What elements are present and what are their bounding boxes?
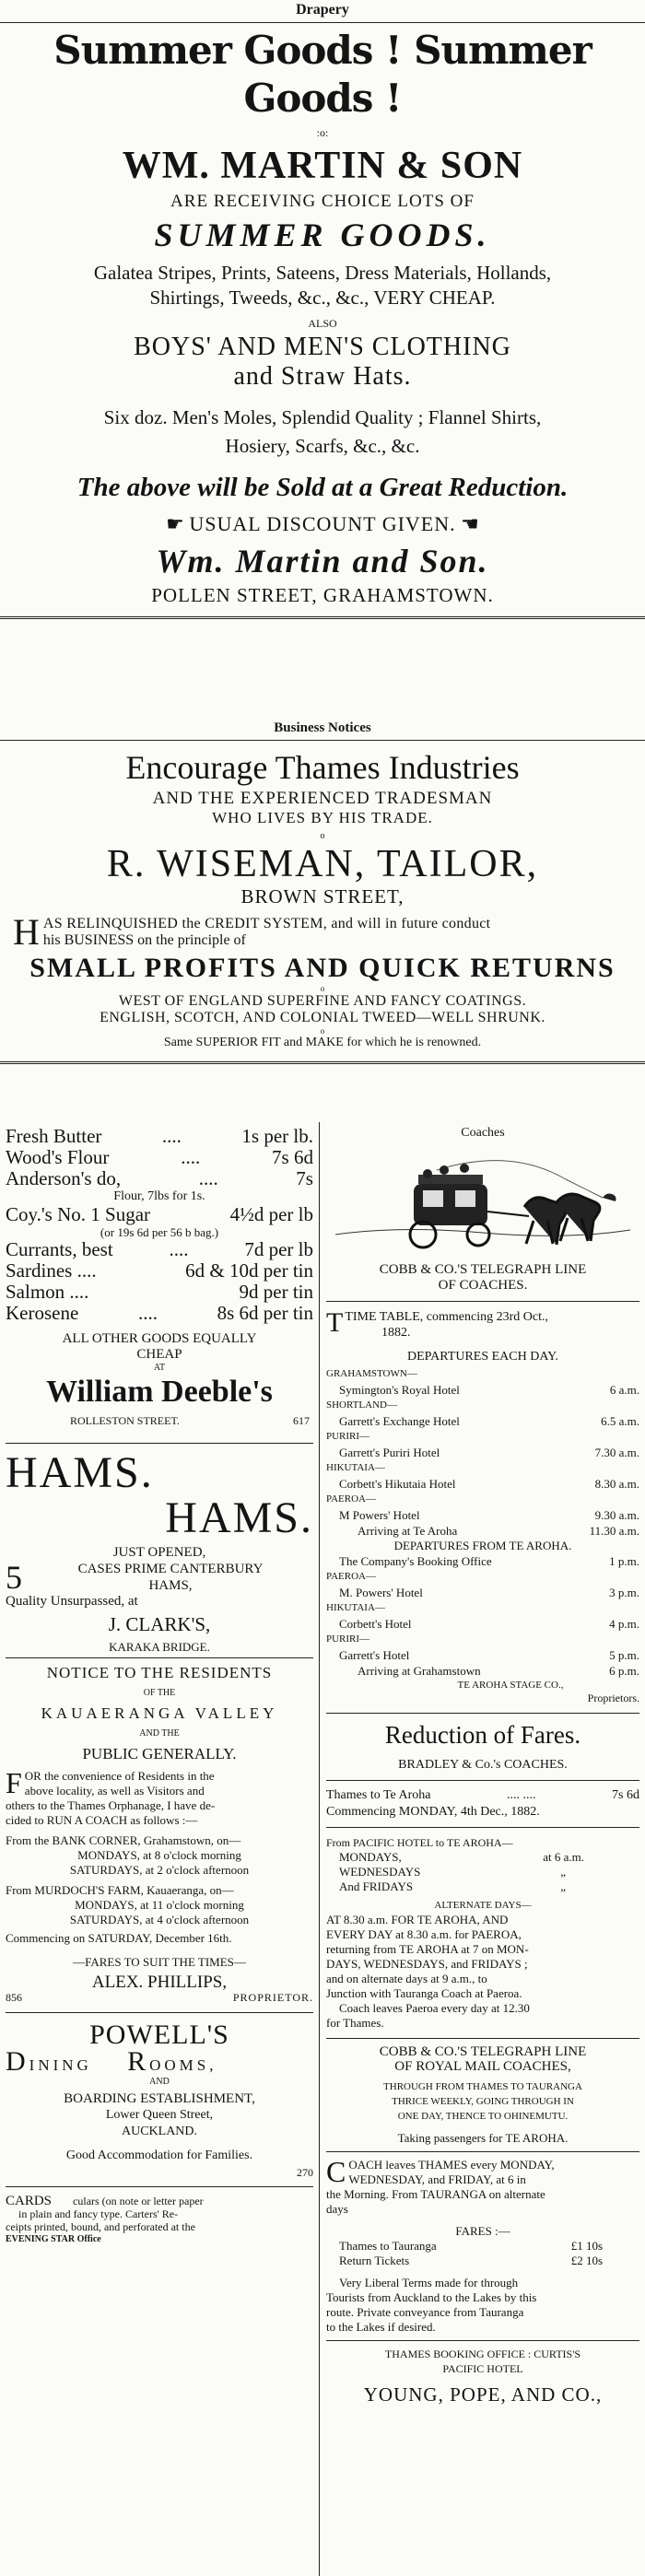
timetable-row xyxy=(326,1663,639,1679)
tailor-street: BROWN STREET, xyxy=(240,885,405,907)
credit-line-2: his BUSINESS on the principle of xyxy=(42,932,246,948)
coach-illustration xyxy=(326,1142,639,1262)
discount-line xyxy=(0,512,645,536)
fares-heading: FARES :— xyxy=(455,2224,510,2238)
great-reduction: The above will be Sold at a Great Reduction. xyxy=(76,473,569,502)
divider: o xyxy=(320,831,325,841)
receiving-text: ARE RECEIVING CHOICE LOTS OF xyxy=(170,192,475,211)
boarding-establishment: BOARDING ESTABLISHMENT, xyxy=(64,2091,255,2106)
price-row xyxy=(6,1303,313,1324)
firm-name: WM. MARTIN & SON xyxy=(122,145,523,187)
timetable-row xyxy=(326,1632,639,1647)
firm-signature: Wm. Martin and Son. xyxy=(156,543,489,580)
credit-paragraph xyxy=(13,911,632,953)
stop-name: Symington's Royal Hotel xyxy=(339,1383,460,1397)
timetable-row xyxy=(326,1523,639,1539)
stop-name: HIKUTAIA— xyxy=(326,1602,385,1613)
schedule-line: MONDAYS, at 11 o'clock morning xyxy=(75,1898,244,1912)
drop-cap: H xyxy=(13,911,40,953)
left-column xyxy=(6,1126,313,2246)
sugar-name: Coy.'s No. 1 Sugar xyxy=(6,1203,151,1225)
fare-price: 7s 6d xyxy=(612,1788,639,1802)
hams-advert xyxy=(6,1448,313,1654)
timetable-row xyxy=(326,1413,639,1429)
alt-line: Junction with Tauranga Coach at Paeroa. xyxy=(326,1986,522,2000)
timetable-row xyxy=(326,1445,639,1460)
timetable-return xyxy=(326,1553,639,1679)
stop-name: M Powers' Hotel xyxy=(339,1508,420,1522)
item-name: Anderson's do, xyxy=(6,1167,122,1189)
price-row xyxy=(6,1147,313,1168)
stop-name: Arriving at Te Aroha xyxy=(358,1524,458,1538)
departures-te-aroha: DEPARTURES FROM TE AROHA. xyxy=(393,1539,572,1552)
right-column xyxy=(326,1126,639,2406)
tailor-name: R. WISEMAN, TAILOR, xyxy=(106,843,539,885)
booking-office: THAMES BOOKING OFFICE : CURTIS'S xyxy=(384,2348,581,2360)
ditto-mark: „ xyxy=(560,1865,566,1879)
item-price: 7s 6d xyxy=(272,1146,313,1168)
cards-advert xyxy=(6,2195,313,2246)
credit-line-1: AS RELINQUISHED the CREDIT SYSTEM, and will in future conduct xyxy=(42,916,491,931)
bradley-coaches: BRADLEY & Co.'s COACHES. xyxy=(398,1758,568,1772)
terms-line: route. Private conveyance from Tauranga xyxy=(326,2305,524,2319)
coach-line: the Morning. From TAURANGA on alternate xyxy=(326,2187,545,2201)
terms-line: Very Liberal Terms made for through xyxy=(339,2276,519,2289)
deeble-name: William Deeble's xyxy=(46,1375,273,1409)
fare-price: £2 10s xyxy=(570,2254,603,2267)
coach-line: WEDNESDAY, and FRIDAY, at 6 in xyxy=(348,2172,526,2186)
item-price: 1s per lb. xyxy=(241,1125,313,1147)
stop-time: 6 a.m. xyxy=(609,1383,639,1397)
proprietors: Proprietors. xyxy=(587,1692,639,1704)
stop-name: Arriving at Grahamstown xyxy=(358,1664,481,1678)
item-name: Salmon .... xyxy=(6,1281,89,1303)
alt-line: DAYS, WEDNESDAYS, and FRIDAYS ; xyxy=(326,1957,528,1971)
timetable-row xyxy=(326,1553,639,1569)
also-text: ALSO xyxy=(308,317,337,330)
schedule-wednesdays xyxy=(326,1865,639,1879)
drop-cap: C xyxy=(326,2155,346,2188)
stop-time: 7.30 a.m. xyxy=(594,1446,639,1459)
notice-and: AND THE xyxy=(139,1728,180,1739)
section-heading-drapery: Drapery xyxy=(296,2,349,18)
public-generally: PUBLIC GENERALLY. xyxy=(82,1745,237,1762)
from-pacific-hotel: From PACIFIC HOTEL to TE AROHA— xyxy=(326,1836,513,1849)
hams-heading-1: HAMS. xyxy=(6,1448,154,1497)
karaka-bridge: KARAKA BRIDGE. xyxy=(109,1640,210,1654)
coatings-line-1: WEST OF ENGLAND SUPERFINE AND FANCY COATINGS. xyxy=(118,993,527,1009)
pacific-hotel: PACIFIC HOTEL xyxy=(442,2362,523,2375)
drop-number: 5 xyxy=(6,1559,22,1596)
item-price: 6d & 10d per tin xyxy=(185,1259,313,1282)
item-price: 7d per lb xyxy=(244,1238,313,1260)
deeble-footer xyxy=(6,1411,313,1432)
valley-name: KAUAERANGA VALLEY xyxy=(41,1704,278,1722)
pointing-hand-icon: ☚ xyxy=(461,512,479,535)
commencing-monday: Commencing MONDAY, 4th Dec., 1882. xyxy=(326,1805,540,1819)
cases-line-2: HAMS, xyxy=(148,1578,193,1593)
notice-footer xyxy=(6,1990,313,2005)
cases-block xyxy=(6,1561,313,1594)
royal-mail-advert xyxy=(326,2044,639,2406)
flour-note: Flour, 7lbs for 1s. xyxy=(113,1189,205,1203)
timetable-departures xyxy=(326,1366,639,1539)
timetable-row xyxy=(326,1476,639,1492)
fare-label: Return Tickets xyxy=(339,2254,410,2267)
stop-name: GRAHAMSTOWN— xyxy=(326,1368,417,1379)
thames-fare-row xyxy=(326,1788,639,1803)
royal-line: THROUGH FROM THAMES TO TAURANGA xyxy=(383,2081,582,2092)
cobb-title-2: OF COACHES. xyxy=(438,1278,528,1293)
stop-name: Corbett's Hikutaia Hotel xyxy=(339,1477,456,1491)
stop-time: 4 p.m. xyxy=(609,1617,639,1631)
fit-line: Same SUPERIOR FIT and MAKE for which he is renowned. xyxy=(163,1036,482,1049)
item-price: 7s xyxy=(296,1167,313,1189)
item-name: Kerosene xyxy=(6,1302,79,1324)
timetable-row xyxy=(326,1460,639,1476)
mondays-time: at 6 a.m. xyxy=(543,1850,584,1864)
dots: .... xyxy=(198,1167,218,1189)
fare-label: Thames to Tauranga xyxy=(339,2239,437,2253)
stop-name: Corbett's Hotel xyxy=(339,1617,412,1631)
price-row xyxy=(6,1168,313,1189)
commencing-line: Commencing on SATURDAY, December 16th. xyxy=(6,1931,232,1945)
te-aroha-stage-co: TE AROHA STAGE CO., xyxy=(457,1680,564,1691)
divider: o xyxy=(320,1026,325,1036)
clark-name: J. CLARK'S, xyxy=(108,1613,211,1635)
cards-word: CARDS xyxy=(6,2194,53,2208)
taking-passengers: Taking passengers for TE AROHA. xyxy=(397,2131,569,2145)
good-accommodation: Good Accommodation for Families. xyxy=(65,2149,253,2162)
stop-name: PAEROA— xyxy=(326,1571,376,1582)
divider: o xyxy=(320,984,325,993)
timetable-row xyxy=(326,1429,639,1445)
drop-cap: D xyxy=(6,2046,29,2077)
stop-time: 6 p.m. xyxy=(609,1664,639,1678)
item-name: Currants, best xyxy=(6,1238,113,1260)
stop-name: Garrett's Hotel xyxy=(339,1648,410,1662)
from-murdochs-farm: From MURDOCH'S FARM, Kauaeranga, on— xyxy=(6,1883,234,1897)
alt-line: returning from TE AROHA at 7 on MON- xyxy=(326,1942,529,1956)
price-row xyxy=(6,1126,313,1147)
item-name: Fresh Butter xyxy=(6,1125,102,1147)
dining-rooms xyxy=(6,2046,313,2077)
cards-text: culars (on note or letter paper xyxy=(73,2195,204,2207)
stop-name: PAEROA— xyxy=(326,1493,376,1505)
terms-line: to the Lakes if desired. xyxy=(326,2320,436,2334)
reduction-title: Reduction of Fares. xyxy=(384,1721,581,1749)
notice-number: 856 xyxy=(6,1991,22,2004)
schedule-line: MONDAYS, at 8 o'clock morning xyxy=(77,1848,241,1862)
at-text: AT xyxy=(153,1363,166,1373)
timetable-row xyxy=(326,1585,639,1600)
cards-line-3: ceipts printed, bound, and perforated at the xyxy=(6,2220,195,2233)
price-row xyxy=(6,1239,313,1260)
stop-name: PURIRI— xyxy=(326,1633,370,1645)
thames-to-te-aroha: Thames to Te Aroha xyxy=(326,1788,431,1802)
deeble-street: ROLLESTON STREET. xyxy=(70,1414,180,1427)
alt-line: Coach leaves Paeroa every day at 12.30 xyxy=(339,2001,530,2015)
coach-line: days xyxy=(326,2202,348,2216)
divider: :o: xyxy=(316,126,329,139)
section-heading-coaches: Coaches xyxy=(461,1126,505,1140)
notice-body-line: OR the convenience of Residents in the xyxy=(24,1769,215,1783)
drapery-advert xyxy=(0,0,645,619)
cards-line-2: in plain and fancy type. Carters' Re- xyxy=(18,2207,179,2220)
clothing-heading: BOYS' AND MEN'S CLOTHING xyxy=(134,333,511,361)
price-row xyxy=(6,1282,313,1303)
fares-line: —FARES TO SUIT THE TIMES— xyxy=(73,1955,246,1969)
cobb-title: COBB & CO.'S TELEGRAPH LINE xyxy=(379,1262,587,1277)
dots: .... xyxy=(161,1125,182,1147)
timetable-title: TIME TABLE, commencing 23rd Oct., xyxy=(345,1310,548,1324)
alternate-days: ALTERNATE DAYS— xyxy=(434,1900,532,1911)
coatings-line-2: ENGLISH, SCOTCH, AND COLONIAL TWEED—WELL SHRUNK. xyxy=(100,1010,545,1025)
item-price: 8s 6d per tin xyxy=(217,1302,313,1324)
schedule-line: SATURDAYS, at 4 o'clock afternoon xyxy=(69,1913,250,1926)
pointing-hand-icon: ☛ xyxy=(166,512,190,535)
royal-line: ONE DAY, THENCE TO OHINEMUTU. xyxy=(397,2111,569,2122)
business-notices xyxy=(0,720,645,1064)
quality-text: Quality Unsurpassed, at xyxy=(6,1594,138,1609)
dots: .... xyxy=(169,1238,189,1260)
drop-cap: R xyxy=(127,2046,150,2077)
sugar-price: 4½d per lb xyxy=(229,1203,313,1225)
cards-line-4: EVENING STAR Office xyxy=(6,2234,101,2244)
sugar-note: (or 19s 6d per 56 b bag.) xyxy=(100,1225,219,1239)
item-name: Sardines .... xyxy=(6,1259,97,1282)
timetable-row xyxy=(326,1398,639,1413)
notice-body xyxy=(6,1766,313,1828)
tradesman-line-2: WHO LIVES BY HIS TRADE. xyxy=(212,809,433,826)
drop-cap: T xyxy=(326,1307,344,1338)
section-heading-business: Business Notices xyxy=(274,720,371,735)
stop-name: M. Powers' Hotel xyxy=(339,1586,423,1599)
powell-street: Lower Queen Street, xyxy=(105,2108,214,2122)
moles-line-2: Hosiery, Scarfs, &c., &c. xyxy=(225,435,420,457)
notice-title: NOTICE TO THE RESIDENTS xyxy=(46,1664,273,1681)
column-rule xyxy=(319,1122,320,2576)
timetable-year: 1882. xyxy=(381,1326,411,1340)
discount-text: USUAL DISCOUNT GIVEN. xyxy=(189,512,456,535)
from-bank-corner: From the BANK CORNER, Grahamstown, on— xyxy=(6,1833,241,1847)
rooms-text: OOMS, xyxy=(149,2056,217,2074)
drapery-address: POLLEN STREET, GRAHAMSTOWN. xyxy=(151,584,494,606)
stop-name: SHORTLAND— xyxy=(326,1399,397,1411)
encourage-heading: Encourage Thames Industries xyxy=(125,749,520,786)
timetable-row xyxy=(326,1382,639,1398)
just-opened: JUST OPENED, xyxy=(112,1545,206,1560)
dining-text: INING xyxy=(29,2056,92,2074)
alt-line: EVERY DAY at 8.30 a.m. for PAEROA, xyxy=(326,1927,522,1941)
powell-advert xyxy=(6,2019,313,2181)
stagecoach-icon xyxy=(326,1142,639,1262)
stop-time: 3 p.m. xyxy=(609,1586,639,1599)
dots: .... xyxy=(181,1146,201,1168)
coach-paragraph xyxy=(326,2155,639,2217)
powell-title: POWELL'S xyxy=(89,2020,229,2050)
schedule-line: SATURDAYS, at 2 o'clock afternoon xyxy=(69,1863,250,1877)
deeble-price-list-2 xyxy=(6,1239,313,1324)
coach-line: OACH leaves THAMES every MONDAY, xyxy=(348,2158,555,2172)
sugar-row xyxy=(6,1204,313,1225)
notice-body-line: above locality, as well as Visitors and xyxy=(24,1784,205,1797)
timetable-row xyxy=(326,1366,639,1382)
schedule-fridays xyxy=(326,1879,639,1894)
cases-line-1: CASES PRIME CANTERBURY xyxy=(77,1562,264,1576)
stop-name: Garrett's Exchange Hotel xyxy=(339,1414,460,1428)
schedule-mondays xyxy=(326,1850,639,1865)
item-name: Wood's Flour xyxy=(6,1146,110,1168)
young-pope: YOUNG, POPE, AND CO., xyxy=(363,2383,603,2406)
fares-advert xyxy=(326,1719,639,2031)
stop-name: The Company's Booking Office xyxy=(339,1554,492,1568)
stop-name: HIKUTAIA— xyxy=(326,1462,385,1473)
powell-city: AUCKLAND. xyxy=(121,2125,198,2138)
alt-line: AT 8.30 a.m. FOR TE AROHA, AND xyxy=(326,1913,509,1926)
royal-line: THRICE WEEKLY, GOING THROUGH IN xyxy=(392,2096,574,2107)
notice-advert xyxy=(6,1666,313,2005)
other-goods-1: ALL OTHER GOODS EQUALLY xyxy=(62,1331,257,1346)
stop-time: 9.30 a.m. xyxy=(594,1508,639,1522)
fridays: And FRIDAYS xyxy=(339,1879,414,1893)
moles-line-1: Six doz. Men's Moles, Splendid Quality ; Flannel Shirts, xyxy=(103,406,542,428)
stop-time: 1 p.m. xyxy=(609,1554,639,1568)
timetable-row xyxy=(326,1569,639,1585)
deeble-price-list xyxy=(6,1126,313,1189)
notice-of: OF THE xyxy=(143,1688,176,1698)
stop-time: 8.30 a.m. xyxy=(594,1477,639,1491)
deeble-advert xyxy=(6,1126,313,1432)
price-row xyxy=(6,1260,313,1282)
straw-hats: and Straw Hats. xyxy=(233,362,412,391)
fare-row-tauranga xyxy=(326,2239,639,2254)
dots: .... .... xyxy=(507,1788,536,1802)
stop-time: 6.5 a.m. xyxy=(601,1414,639,1428)
notice-body-line: others to the Thames Orphanage, I have de- xyxy=(6,1798,216,1812)
ditto-mark: „ xyxy=(560,1879,566,1893)
proprietor-name: ALEX. PHILLIPS, xyxy=(91,1973,228,1992)
drapery-headline: Summer Goods ! Summer Goods ! xyxy=(53,28,592,121)
stop-time: 11.30 a.m. xyxy=(589,1524,639,1538)
powell-number: 270 xyxy=(297,2166,313,2179)
notice-body-line: cided to RUN A COACH as follows :— xyxy=(6,1813,198,1827)
item-price: 9d per tin xyxy=(239,1281,313,1303)
royal-title-2: OF ROYAL MAIL COACHES, xyxy=(394,2059,571,2074)
timetable-row xyxy=(326,1616,639,1632)
timetable-row xyxy=(326,1647,639,1663)
proprietor-title: PROPRIETOR. xyxy=(232,1991,313,2004)
terms-line: Tourists from Auckland to the Lakes by this xyxy=(326,2290,537,2304)
timetable-row xyxy=(326,1492,639,1507)
stop-name: Garrett's Puriri Hotel xyxy=(339,1446,440,1459)
goods-line-1: Galatea Stripes, Prints, Sateens, Dress Materials, Hollands, xyxy=(93,262,552,284)
royal-title-1: COBB & CO.'S TELEGRAPH LINE xyxy=(379,2044,587,2059)
alt-line: and on alternate days at 9 a.m., to xyxy=(326,1972,487,1985)
goods-line-2: Shirtings, Tweeds, &c., &c., VERY CHEAP. xyxy=(149,287,496,309)
small-profits: SMALL PROFITS AND QUICK RETURNS xyxy=(29,953,616,983)
stop-time: 5 p.m. xyxy=(609,1648,639,1662)
hams-heading-2: HAMS. xyxy=(165,1493,313,1542)
tradesman-line-1: AND THE EXPERIENCED TRADESMAN xyxy=(152,789,493,808)
timetable-row xyxy=(326,1600,639,1616)
timetable-row xyxy=(326,1507,639,1523)
wednesdays: WEDNESDAYS xyxy=(339,1865,421,1879)
other-goods-2: CHEAP xyxy=(136,1347,182,1362)
drop-cap: F xyxy=(6,1766,22,1799)
summer-goods-heading: SUMMER GOODS. xyxy=(154,217,491,253)
alt-line: for Thames. xyxy=(326,2016,384,2030)
stop-name: PURIRI— xyxy=(326,1431,370,1442)
cards-line-1 xyxy=(6,2195,313,2207)
fare-price: £1 10s xyxy=(570,2239,603,2253)
fare-row-return xyxy=(326,2254,639,2268)
timetable-heading xyxy=(326,1309,639,1341)
powell-and: AND xyxy=(149,2077,170,2087)
departures-heading: DEPARTURES EACH DAY. xyxy=(407,1350,558,1364)
mondays: MONDAYS, xyxy=(339,1850,402,1864)
deeble-number: 617 xyxy=(293,1414,310,1427)
dots: .... xyxy=(137,1302,158,1324)
